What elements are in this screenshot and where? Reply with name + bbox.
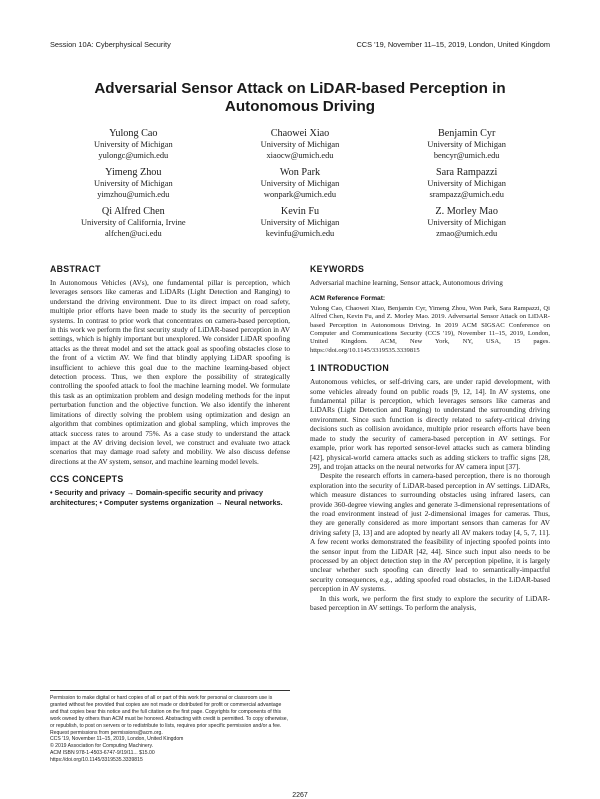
author (383, 167, 550, 200)
intro-paragraph-1: Autonomous vehicles, or self-driving cars, are under rapid development, with some vehicles already found on public roads [9, 12, 14]. In AV systems, one fundamental pillar is perception, which leverages sensors like cameras and LiDARs (Light Detection and Ranging) to understand the surrounding driving environment. Since such function is directly related to safety-critical driving decisions such as collision avoidance, multiple prior research efforts have been made to study the security of camera-based perception in AV settings. For example, prior work has reported sensor-level attacks such as camera blinding [42], physical-world camera attacks such as adding stickers to traffic signs [28, 29], and trojan attacks on the neural networks for AV camera input [37]. (310, 377, 550, 471)
author-affiliation: University of Michigan (94, 179, 173, 188)
author-name: Kevin Fu (280, 206, 320, 217)
author-name: Won Park (279, 167, 321, 178)
author-affiliation: University of Michigan (260, 140, 340, 149)
running-header (50, 40, 550, 52)
right-column (310, 264, 550, 612)
header-session: Session 10A: Cyberphysical Security (50, 40, 171, 49)
ccs-concept-security: • Security and privacy → Domain-specific security and privacy architectures; (50, 488, 264, 507)
author-affiliation: University of Michigan (427, 140, 506, 149)
acm-reference-format (310, 295, 550, 355)
left-column (50, 264, 290, 507)
permission-text: Permission to make digital or hard copies of all or part of this work for personal or classroom use is granted without fee provided that copies are not made or distributed for profit or commercial advantage and that copies bear this notice and the full citation on the first page. Copyrights for components of this work owned by others than ACM must be honored. Abstracting with credit is permitted. To copy otherwise, or republish, to post on servers or to redistribute to lists, requires prior specific permission and/or a fee. Request permissions from permissions@acm.org. (50, 695, 289, 736)
permission-doi-link[interactable]: https://doi.org/10.1145/3319535.3339815 (50, 757, 143, 764)
reference-format-heading: ACM Reference Format: (310, 295, 386, 303)
page-number: 2267 (292, 792, 308, 799)
author-email: yulongc@umich.edu (98, 150, 169, 160)
author (50, 206, 217, 239)
author (217, 206, 384, 239)
author-name: Qi Alfred Chen (101, 206, 165, 217)
permission-copyright: © 2019 Association for Computing Machinery. (50, 743, 154, 750)
author-affiliation: University of Michigan (260, 179, 340, 188)
reference-format-text: Yulong Cao, Chaowei Xiao, Benjamin Cyr, Yimeng Zhou, Won Park, Sara Rampazzi, Qi Alfred Chen, Kevin Fu, and Z. Morley Mao. 2019. Adversarial Sensor Attack on LiDAR-based Perception in Autonomous Driving. In 2019 ACM SIGSAC Conference on Computer and Communications Security (CCS '19), November 11–15, 2019, London, United Kingdom. ACM, New York, NY, USA, 15 pages. https://doi.org/10.1145/3319535.3339815 (310, 304, 550, 354)
permission-conference: CCS '19, November 11–15, 2019, London, United Kingdom (50, 736, 184, 743)
ccs-concepts (50, 488, 290, 507)
author-name: Yimeng Zhou (105, 167, 162, 178)
author-name: Sara Rampazzi (435, 167, 498, 178)
author-name: Z. Morley Mao (435, 206, 498, 217)
abstract-text: In Autonomous Vehicles (AVs), one fundamental pillar is perception, which leverages sensors like cameras and LiDARs (Light Detection and Ranging) to understand the driving environment. Due to its direct impact on road safety, multiple prior efforts have been made to study its the security of perception systems. In contrast to prior work that concentrates on camera-based perception, in this work we perform the first security study of LiDAR-based perception in AV settings, which is highly important but unexplored. We consider LiDAR spoofing attacks as the threat model and set the attack goal as spoofing obstacles close to the front of a victim AV. We find that blindly applying LiDAR spoofing is insufficient to achieve this goal due to the machine learning-based object detection process. Thus, we then explore the possibility of strategically controlling the spoofed attack to fool the machine learning model. We formulate this task as an optimization problem and design modeling methods for the input perturbation function and the objective function. We also identify the inherent limitations of directly solving the problem using optimization and design an algorithm that combines optimization and global sampling, which improves the attack success rates to around 75%. As a case study to understand the attack impact at the AV driving decision level, we construct and evaluate two attack scenarios that may damage road safety and mobility. We also discuss defense directions at the AV system, sensor, and machine learning model levels. (50, 278, 290, 466)
author-email: yimzhou@umich.edu (97, 189, 170, 199)
introduction-heading: 1 INTRODUCTION (310, 363, 389, 374)
header-conference: CCS '19, November 11–15, 2019, London, United Kingdom (356, 40, 550, 49)
author-email: xiaocw@umich.edu (266, 150, 334, 160)
author-block (50, 128, 550, 239)
author-email: bencyr@umich.edu (433, 150, 500, 160)
author-affiliation: University of Michigan (260, 218, 340, 227)
author-name: Chaowei Xiao (270, 128, 330, 139)
permission-footnote (50, 690, 290, 764)
author-name: Benjamin Cyr (437, 128, 496, 139)
keywords-heading: KEYWORDS (310, 264, 365, 274)
intro-paragraph-2: Despite the research efforts in camera-based perception, there is no thorough exploration into the security of LiDAR-based perception in AV settings. LiDARs, which measure distances to surrounding obstacles using infrared lasers, can provide 360-degree viewing angles and generate 3-dimensional representations of the road environment instead of just 2-dimensional images for cameras. Thus, they are generally considered as more important sensors than cameras for AV driving safety [3, 13] and are adopted by nearly all AV makers today [4, 5, 7, 11]. A few recent works demonstrated the feasibility of injecting spoofed points into the sensor input from the LiDAR [42, 44]. Since such input also needs to be processed by an object detection step in the AV perception pipeline, it is largely unclear whether such spoofing can directly lead to semantically-impactful security consequences, e.g., adding spoofed road obstacles, in the LiDAR-based perception in AV systems. (310, 471, 550, 594)
ccs-concepts-heading: CCS CONCEPTS (50, 474, 124, 485)
author-affiliation: University of California, Irvine (80, 218, 186, 227)
intro-paragraph-3: In this work, we perform the first study to explore the security of LiDAR-based perception in AV settings. To perform the analysis, (310, 593, 550, 612)
author-email: kevinfu@umich.edu (265, 228, 335, 238)
author (383, 128, 550, 161)
author-name: Yulong Cao (109, 128, 158, 139)
keywords-text: Adversarial machine learning, Sensor attack, Autonomous driving (310, 278, 503, 287)
author (383, 206, 550, 239)
author-email: zmao@umich.edu (436, 228, 498, 238)
author-email: alfchen@uci.edu (104, 228, 162, 238)
author-affiliation: University of Michigan (427, 218, 506, 227)
author-affiliation: University of Michigan (94, 140, 173, 149)
author-affiliation: University of Michigan (427, 179, 506, 188)
abstract-heading: ABSTRACT (50, 264, 101, 274)
paper-title: Adversarial Sensor Attack on LiDAR-based Perception in Autonomous Driving (94, 80, 506, 115)
author (50, 128, 217, 161)
permission-isbn: ACM ISBN 978-1-4503-6747-9/19/11... $15.00 (50, 750, 155, 757)
author-email: wonpark@umich.edu (263, 189, 337, 199)
author (50, 167, 217, 200)
ccs-concept-systems: • Computer systems organization → Neural networks. (99, 497, 283, 507)
author (217, 167, 384, 200)
author-email: srampazz@umich.edu (429, 189, 504, 199)
author (217, 128, 384, 161)
